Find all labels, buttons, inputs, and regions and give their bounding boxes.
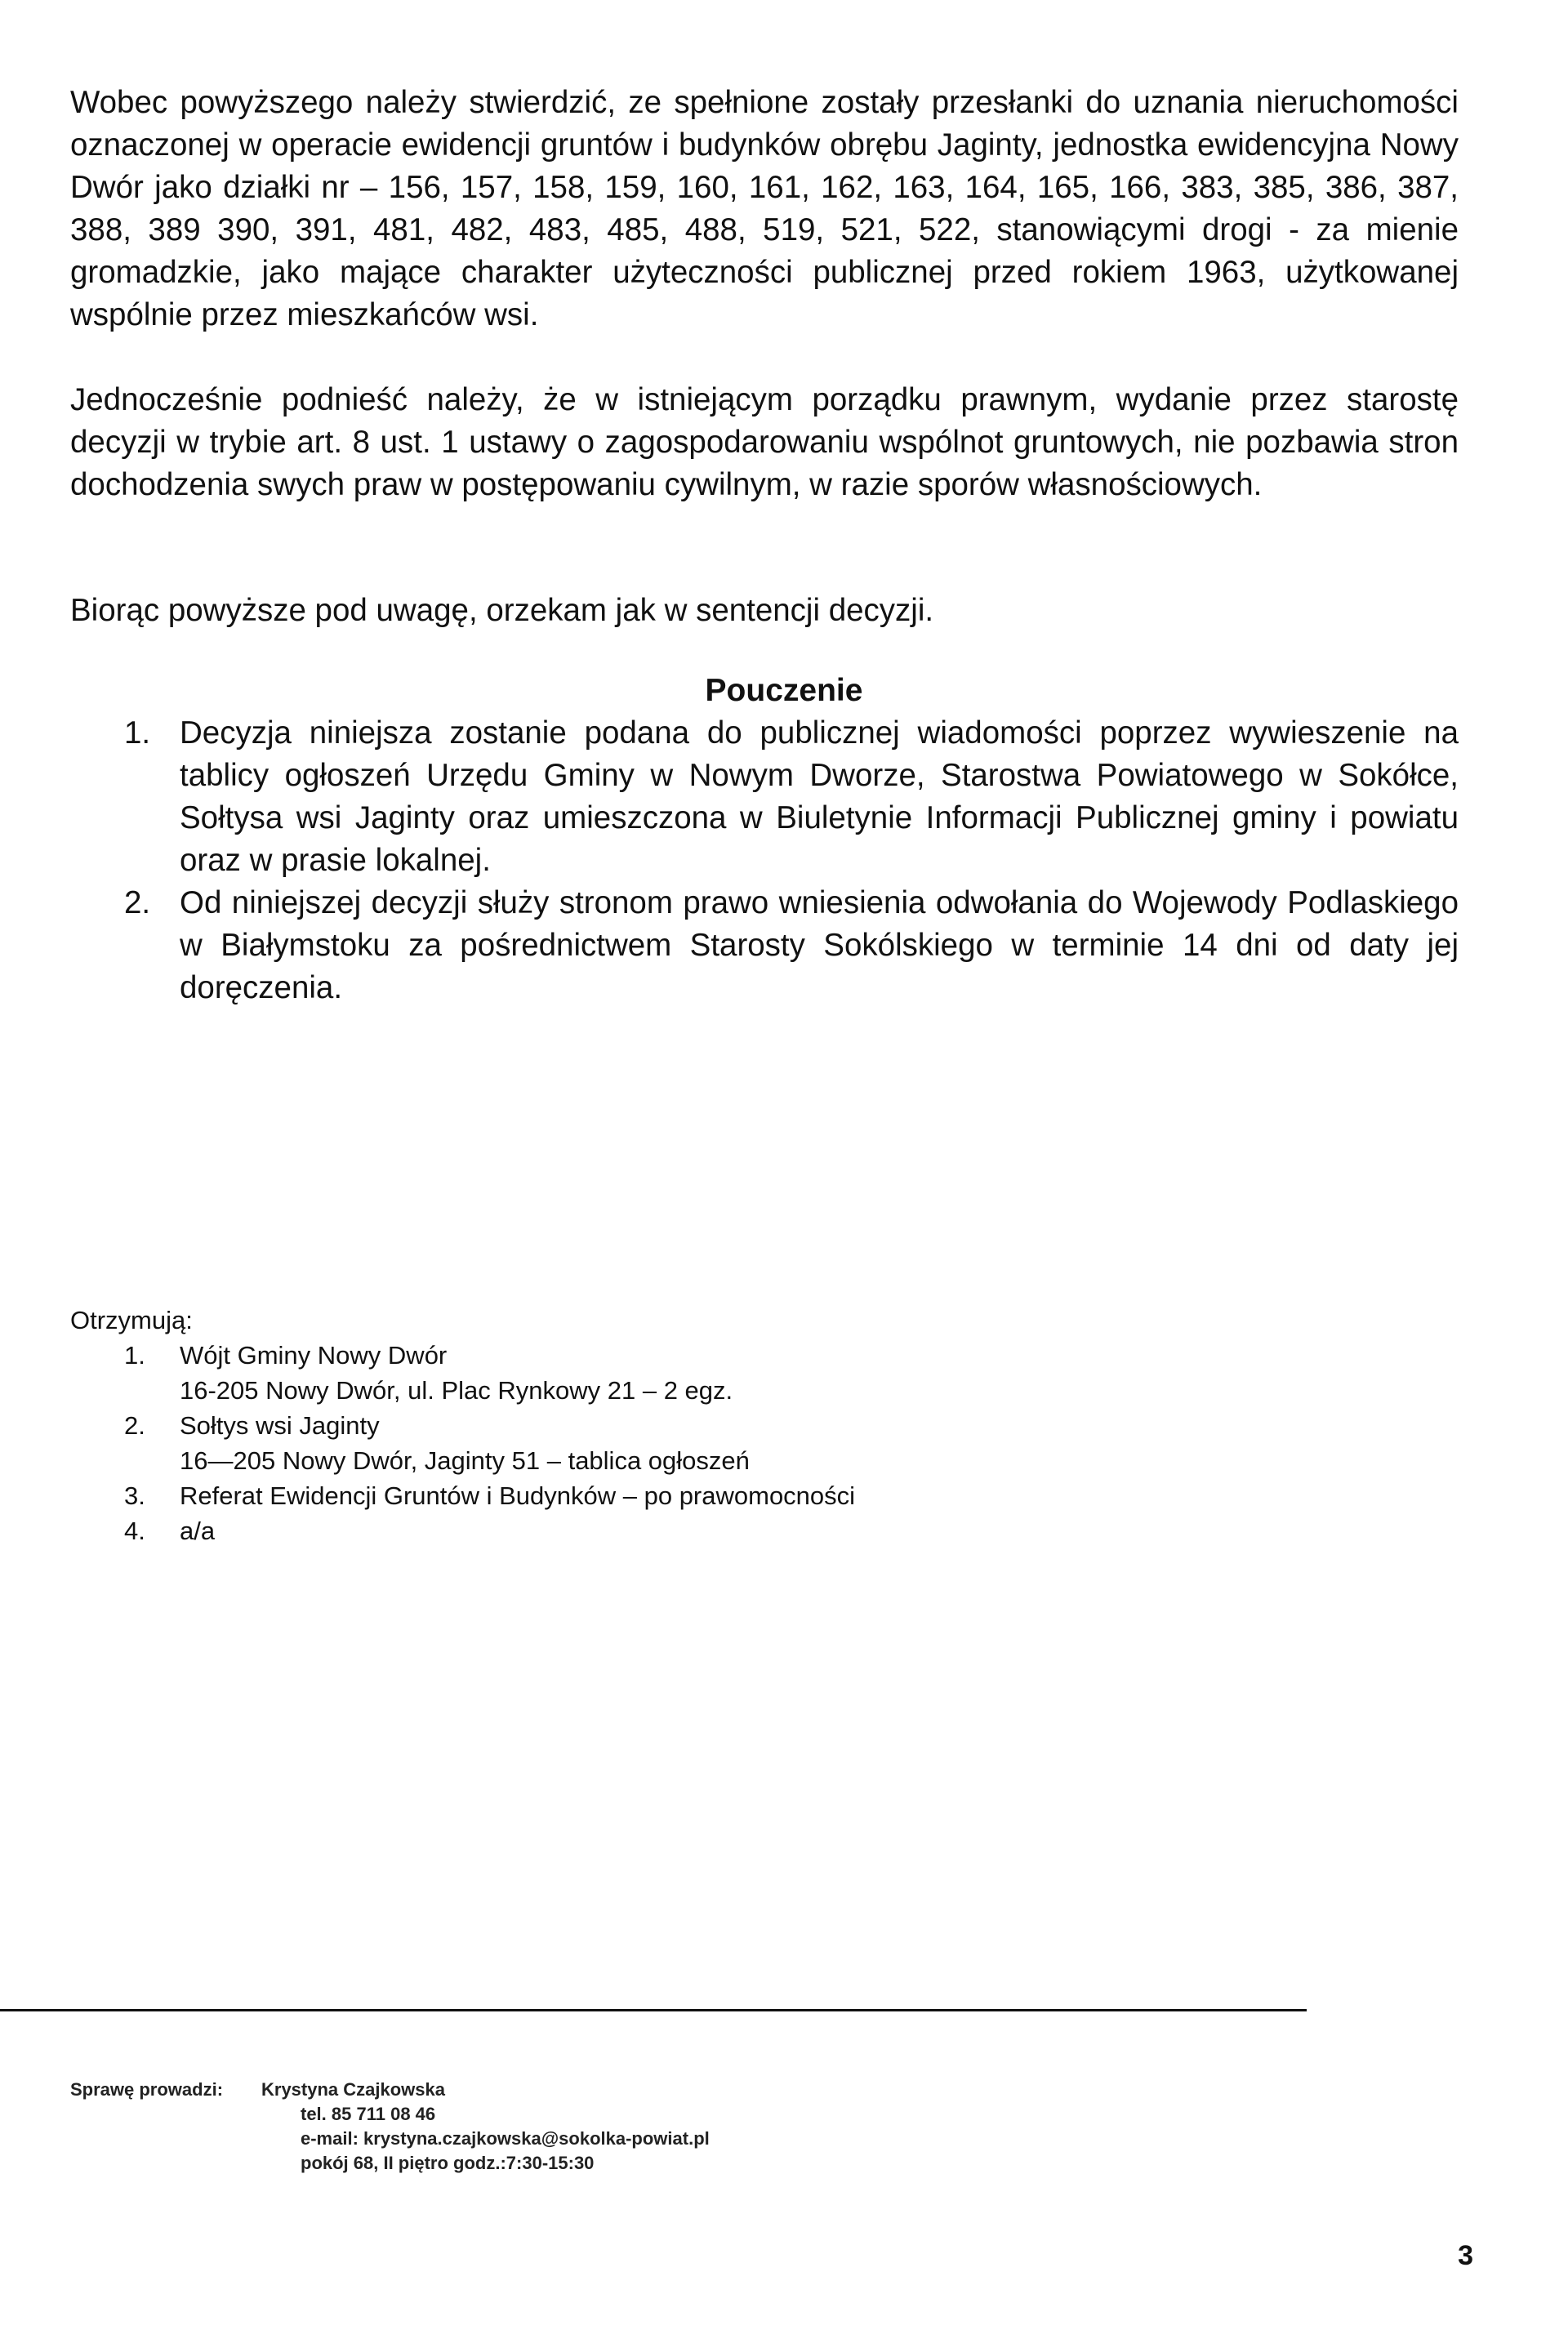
recipient-name: Referat Ewidencji Gruntów i Budynków – po prawomocności — [180, 1481, 856, 1510]
recipient-item — [70, 1408, 1295, 1478]
recipient-name: a/a — [180, 1517, 216, 1545]
recipient-item — [70, 1513, 1295, 1548]
instruction-item-number: 2. — [124, 885, 151, 920]
recipient-address: 16—205 Nowy Dwór, Jaginty 51 – tablica ogłoszeń — [180, 1446, 750, 1475]
recipient-item — [70, 1338, 1295, 1408]
recipient-number: 4. — [124, 1517, 145, 1545]
recipient-number: 3. — [124, 1481, 145, 1510]
instruction-item-text: Od niniejszej decyzji służy stronom prawo wniesienia odwołania do Wojewody Podlaskiego w Białymstoku za pośrednictwem Starosty Sokólskiego w terminie 14 dni od daty jej doręczenia. — [180, 885, 1459, 1005]
contact-email: e-mail: krystyna.czajkowska@sokolka-powiat.pl — [301, 2128, 710, 2149]
recipients-list — [70, 1338, 1295, 1548]
body-paragraph-legal-note: Jednocześnie podnieść należy, że w istniejącym porządku prawnym, wydanie przez starostę decyzji w trybie art. 8 ust. 1 ustawy o zagospodarowaniu wspólnot gruntowych, nie pozbawia stron dochodzenia swych praw w postępowaniu cywilnym, w razie sporów własnościowych. — [70, 382, 1459, 502]
recipient-name: Sołtys wsi Jaginty — [180, 1411, 380, 1440]
recipient-address: 16-205 Nowy Dwór, ul. Plac Rynkowy 21 – 2 egz. — [180, 1376, 733, 1405]
page-number: 3 — [1458, 2240, 1473, 2271]
recipient-number: 1. — [124, 1341, 145, 1370]
instruction-item — [70, 712, 1459, 882]
instruction-item — [70, 882, 1459, 1009]
contact-name: Krystyna Czajkowska — [261, 2079, 445, 2100]
instruction-heading: Pouczenie — [705, 673, 863, 708]
footer-details — [261, 2078, 710, 2176]
instruction-item-text: Decyzja niniejsza zostanie podana do publicznej wiadomości poprzez wywieszenie na tablicy ogłoszeń Urzędu Gminy w Nowym Dworze, Starostwa Powiatowego w Sokółce, Sołtysa wsi Jaginty oraz umieszczona w Biuletynie Informacji Publicznej gminy i powiatu oraz w prasie lokalnej. — [180, 715, 1459, 878]
body-paragraph-justification: Wobec powyższego należy stwierdzić, ze spełnione zostały przesłanki do uznania nieruchomości oznaczonej w operacie ewidencji gruntów i budynków obrębu Jaginty, jednostka ewidencyjna Nowy Dwór jako działki nr – 156, 157, 158, 159, 160, 161, 162, 163, 164, 165, 166, 383, 385, 386, 387, 388, 389 390, 391, 481, 482, 483, 485, 488, 519, 521, 522, stanowiącymi drogi - za mienie gromadzkie, jako mające charakter użyteczności publicznej przed rokiem 1963, użytkowanej wspólnie przez mieszkańców wsi. — [70, 85, 1459, 332]
instruction-item-number: 1. — [124, 715, 151, 751]
recipient-name: Wójt Gminy Nowy Dwór — [180, 1341, 448, 1370]
contact-phone: tel. 85 711 08 46 — [301, 2104, 436, 2124]
footer-label: Sprawę prowadzi: — [70, 2079, 224, 2100]
recipient-item — [70, 1478, 1295, 1513]
recipients-title: Otrzymują: — [70, 1306, 193, 1334]
recipient-number: 2. — [124, 1411, 145, 1440]
body-paragraph-conclusion: Biorąc powyższe pod uwagę, orzekam jak w sentencji decyzji. — [70, 593, 934, 628]
contact-room: pokój 68, II piętro godz.:7:30-15:30 — [301, 2153, 595, 2173]
instruction-list — [70, 712, 1459, 1009]
footer-divider — [0, 2009, 1307, 2011]
